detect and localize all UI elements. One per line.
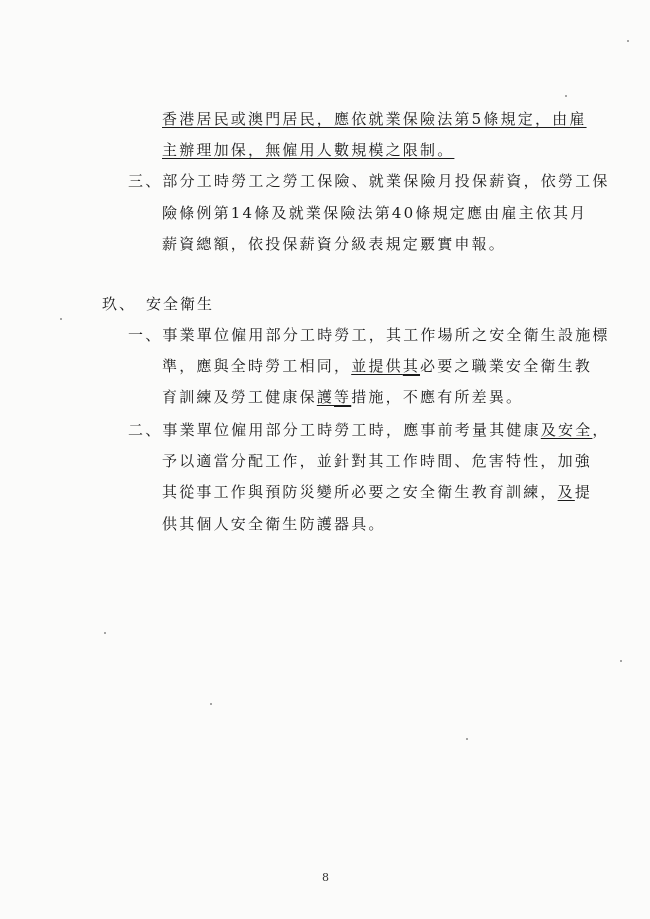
sec-item-1-text-2c: 其 — [402, 357, 421, 375]
sec-item-2-line-3 — [162, 482, 592, 502]
item-3-label: 三、 — [128, 172, 163, 190]
item-3-line-2: 險條例第14條及就業保險法第40條規定應由雇主依其月 — [162, 204, 588, 222]
sec-item-2-text-1a: 事業單位僱用部分工時勞工時，應事前考量其健康 — [162, 421, 541, 439]
sec-item-1-text-3d: 措施，不應有所差異。 — [351, 388, 524, 406]
item-3-line-1 — [128, 171, 610, 191]
section-number: 玖、 — [102, 295, 137, 313]
sec-item-1-text-2b: 並提供 — [351, 357, 403, 375]
sec-item-1-text-1: 事業單位僱用部分工時勞工，其工作場所之安全衛生設施標 — [162, 326, 610, 344]
scan-speck — [210, 703, 212, 705]
sec-item-2-text-3c: 提 — [574, 483, 593, 501]
item-3-line-3: 薪資總額，依投保薪資分級表規定覈實申報。 — [162, 235, 507, 253]
item-3-text-1: 部分工時勞工之勞工保險、就業保險月投保薪資，依勞工保 — [162, 172, 610, 190]
sec-item-2-text-3a: 其從事工作與預防災變所必要之安全衛生教育訓練， — [162, 483, 558, 501]
sec-item-1-text-3a: 育訓練及勞工健康保 — [162, 388, 317, 406]
scan-speck — [104, 632, 106, 634]
sec-item-2-text-1c: ， — [592, 421, 610, 439]
scan-speck — [60, 318, 62, 320]
sec-item-1-line-2 — [162, 356, 592, 376]
sec-item-1-text-2a: 準，應與全時勞工相同， — [162, 357, 352, 375]
sec-item-1-line-3 — [162, 387, 523, 407]
sec-item-2-label: 二、 — [128, 421, 163, 439]
scan-speck — [627, 40, 629, 42]
section-title: 安全衛生 — [146, 295, 215, 313]
sec-item-2-line-4: 供其個人安全衛生防護器具。 — [162, 515, 386, 533]
sec-item-1-text-3c: 等 — [334, 388, 352, 406]
scan-speck — [620, 660, 622, 662]
page-number: 8 — [322, 871, 329, 884]
continuation-line-2: 主辦理加保，無僱用人數規模之限制。 — [162, 141, 455, 159]
sec-item-2-text-1b: 及安全 — [540, 421, 593, 439]
section-heading — [102, 293, 214, 314]
sec-item-2-text-3b: 及 — [557, 483, 575, 501]
continuation-line-1: 香港居民或澳門居民，應依就業保險法第5條規定，由雇 — [162, 110, 587, 128]
scan-speck — [565, 95, 567, 97]
sec-item-1-text-3b: 護 — [316, 388, 335, 406]
scan-speck — [466, 738, 468, 740]
sec-item-2-line-1 — [128, 420, 610, 440]
sec-item-1-line-1 — [128, 325, 610, 345]
sec-item-1-label: 一、 — [128, 326, 163, 344]
sec-item-1-text-2d: 必要之職業安全衛生教 — [420, 357, 593, 375]
sec-item-2-line-2: 予以適當分配工作，並針對其工作時間、危害特性，加強 — [162, 452, 593, 470]
